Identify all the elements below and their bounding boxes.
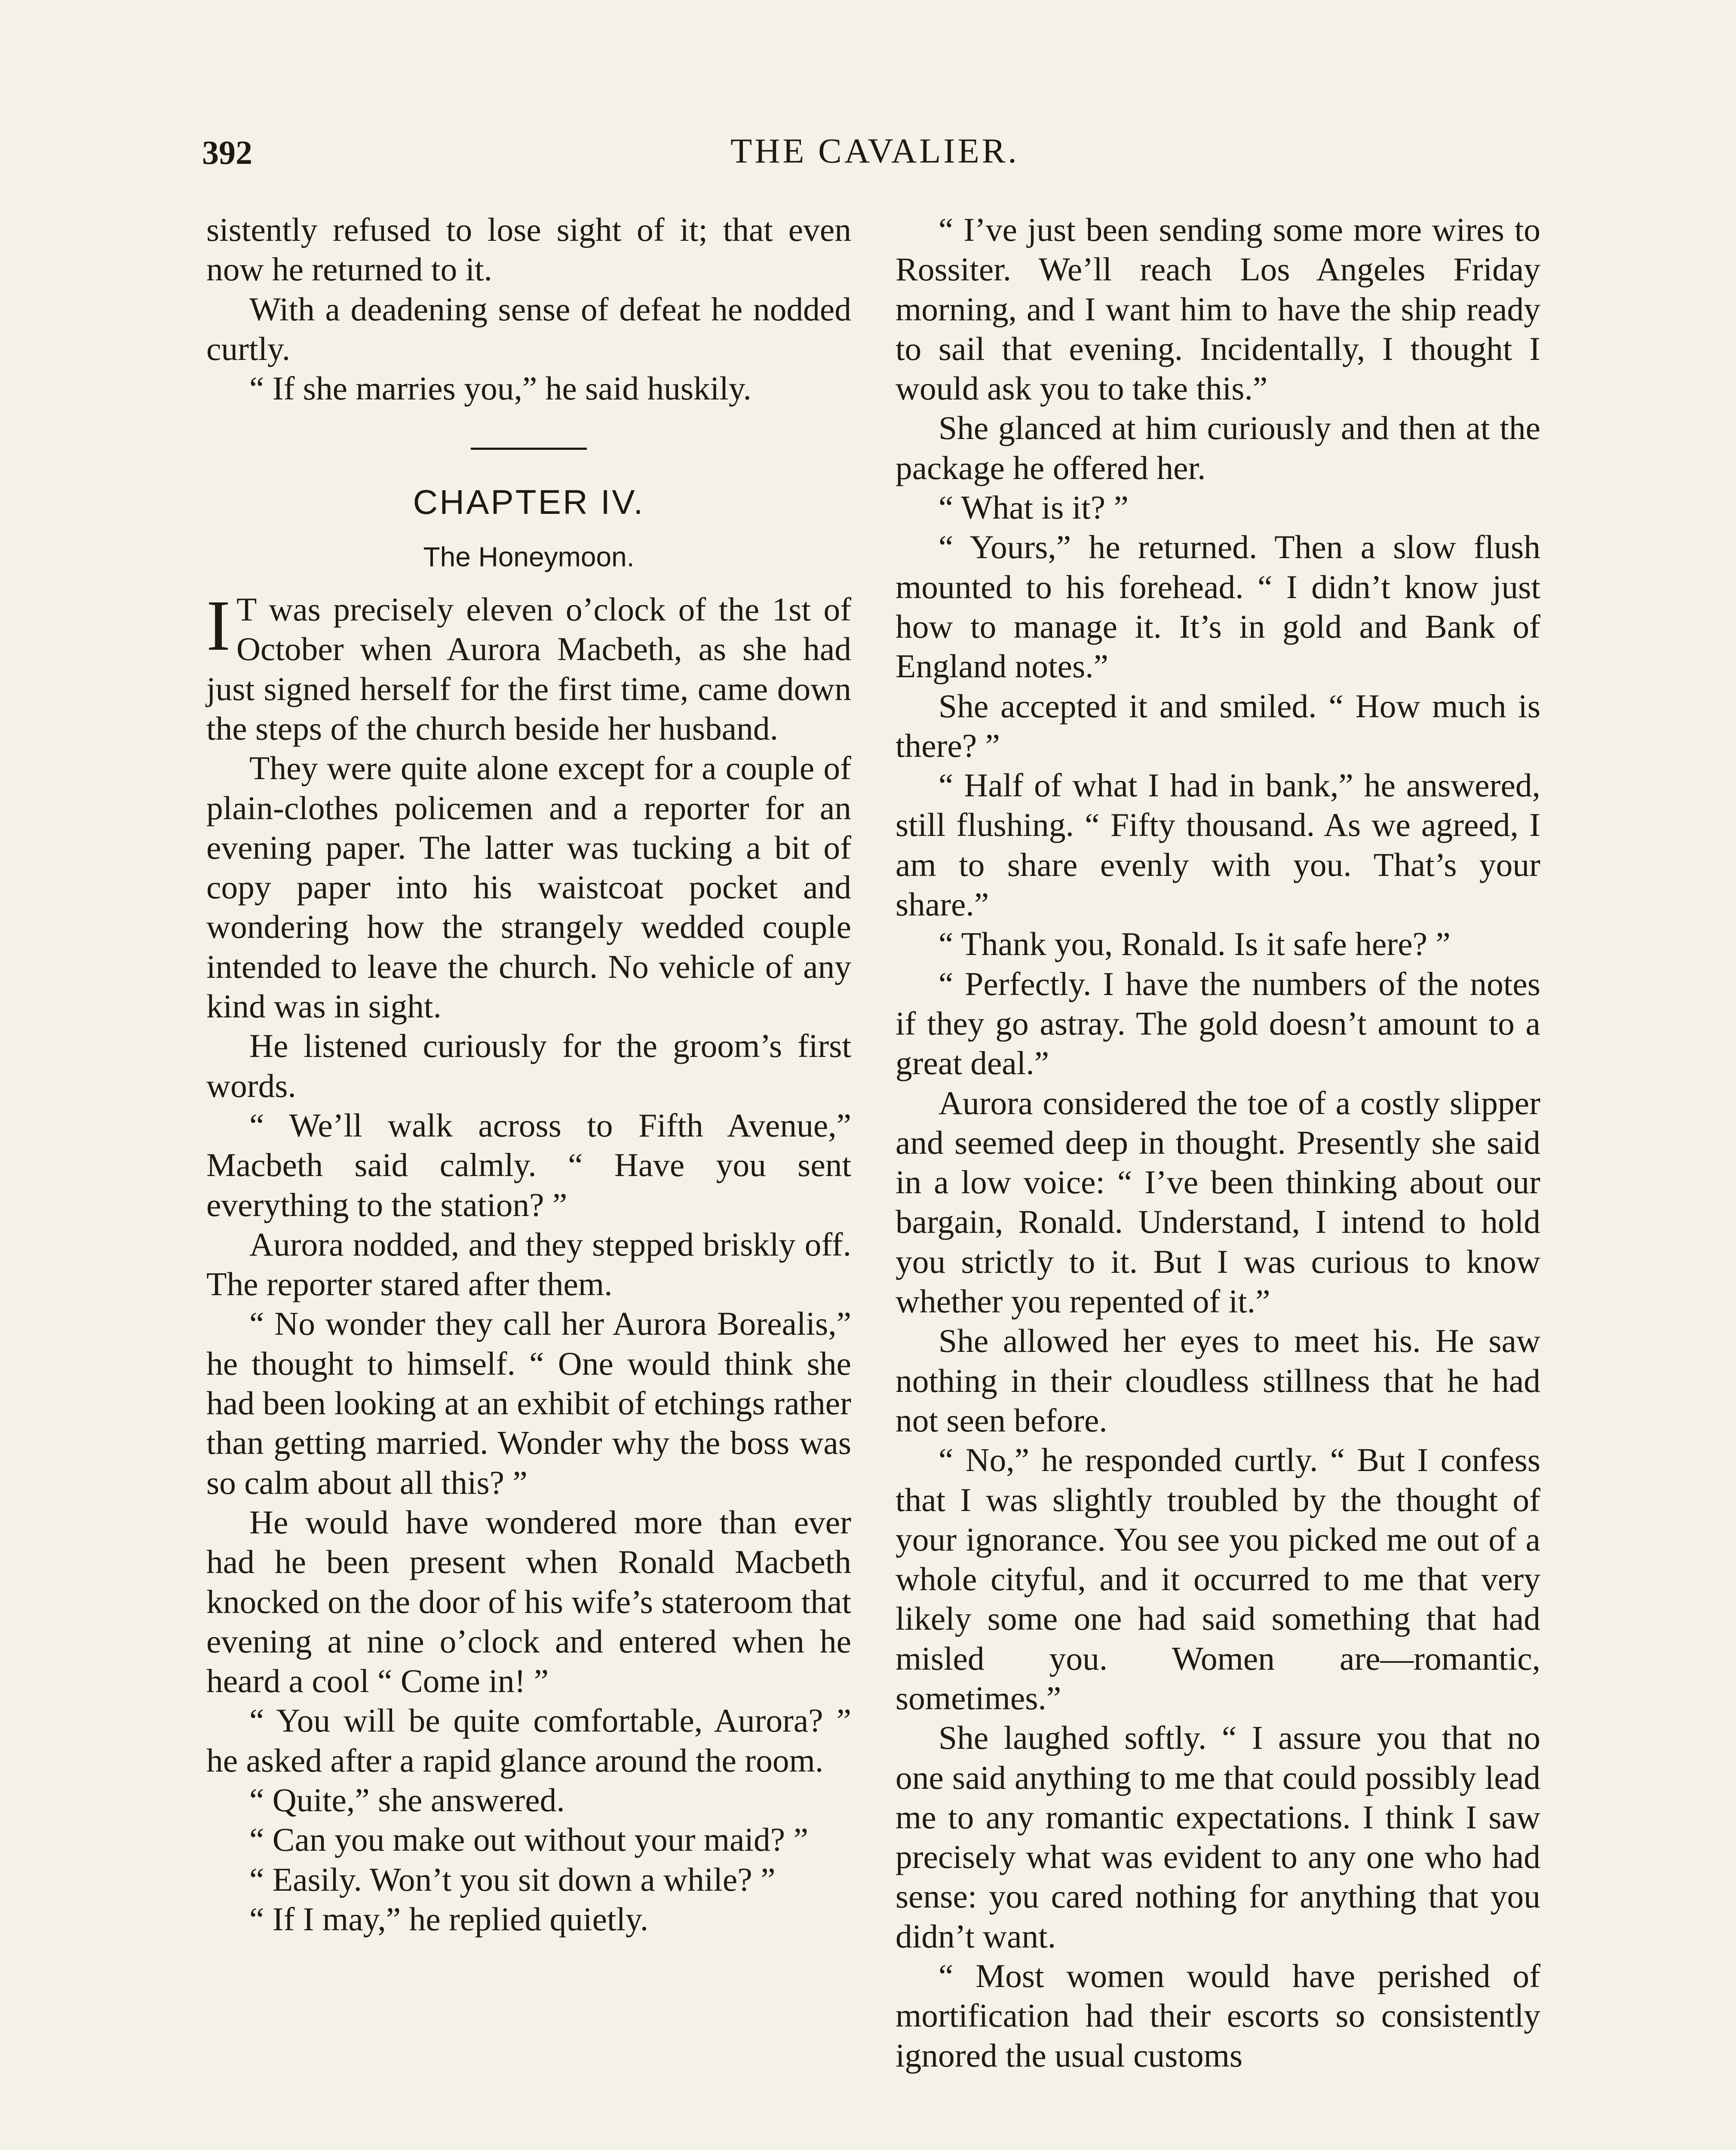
right-column: [896, 210, 1540, 2075]
paragraph: She glanced at him curiously and then at the package he offered her.: [896, 409, 1540, 486]
paragraph: She allowed her eyes to meet his. He saw nothing in their cloudless stillness that he had not seen before.: [896, 1322, 1540, 1439]
paragraph: She laughed softly. “ I assure you that no one said anything to me that could possibly lead me to any romantic expectations. I think I saw precisely what was evident to any one who had sense: you cared nothing for anything that you didn’t want.: [896, 1719, 1540, 1955]
paragraph: “ If she marries you,” he said huskily.: [249, 370, 751, 407]
paragraph: “ No wonder they call her Aurora Borealis,” he thought to himself. “ One would think she had been looking at an exhibit of etchings rather than getting married. Wonder why the boss was so calm about all this? ”: [206, 1305, 851, 1501]
page-header: [202, 125, 1548, 181]
page-number: 392: [202, 134, 252, 171]
paragraph: “ We’ll walk across to Fifth Avenue,” Macbeth said calmly. “ Have you sent everything to the station? ”: [206, 1106, 851, 1223]
paragraph: “ Easily. Won’t you sit down a while? ”: [249, 1861, 776, 1898]
paragraph: “ Half of what I had in bank,” he answered, still flushing. “ Fifty thousand. As we agreed, I am to share evenly with you. That’s your share.”: [896, 767, 1540, 923]
first-paragraph: [206, 586, 851, 748]
chapter-title: CHAPTER IV.: [413, 483, 645, 522]
paragraph: He would have wondered more than ever had he been present when Ronald Macbeth knocked on the door of his wife’s stateroom that evening at nine o’clock and entered when he heard a cool “ Come in! ”: [206, 1503, 851, 1700]
paragraph: Aurora considered the toe of a costly slipper and seemed deep in thought. Presently she said in a low voice: “ I’ve been thinking about our bargain, Ronald. Understand, I intend to hold you strictly to it. But I was curious to know whether you repented of it.”: [896, 1084, 1540, 1320]
paragraph: “ You will be quite comfortable, Aurora? ” he asked after a rapid glance around the room.: [206, 1702, 851, 1779]
paragraph: They were quite alone except for a couple of plain-clothes policemen and a reporter for an evening paper. The latter was tucking a bit of copy paper into his waistcoat pocket and wondering how the strangely wedded couple intended to leave the church. No vehicle of any kind was in sight.: [206, 749, 851, 1025]
chapter-subtitle: The Honeymoon.: [423, 541, 635, 572]
paragraph: “ Thank you, Ronald. Is it safe here? ”: [939, 925, 1451, 963]
section-divider: [471, 448, 587, 450]
paragraph: “ Most women would have perished of mortification had their escorts so consistently ignored the usual customs: [896, 1957, 1540, 2074]
paragraph: sistently refused to lose sight of it; that even now he returned to it.: [206, 211, 851, 288]
paragraph: “ I’ve just been sending some more wires to Rossiter. We’ll reach Los Angeles Friday morning, and I want him to have the ship ready to sail that evening. Incidentally, I thought I would ask you to take this.”: [896, 211, 1540, 407]
first-paragraph-text: T was precisely eleven o’clock of the 1st of October when Aurora Macbeth, as she had just signed herself for the first time, came down the steps of the church beside her husband.: [206, 591, 851, 747]
paragraph: “ What is it? ”: [939, 489, 1129, 526]
paragraph: He listened curiously for the groom’s first words.: [206, 1027, 851, 1104]
left-column: [206, 210, 851, 1939]
paragraph: “ Yours,” he returned. Then a slow flush mounted to his forehead. “ I didn’t know just how to manage it. It’s in gold and Bank of England notes.”: [896, 528, 1540, 685]
paragraph: “ Quite,” she answered.: [249, 1781, 565, 1818]
paragraph: She accepted it and smiled. “ How much is there? ”: [896, 687, 1540, 764]
paragraph: “ No,” he responded curtly. “ But I confess that I was slightly troubled by the thought of your ignorance. You see you picked me out of a whole cityful, and it occurred to me that very likely some one had said something that had misled you. Women are—romantic, sometimes.”: [896, 1441, 1540, 1717]
paragraph: “ Perfectly. I have the numbers of the notes if they go astray. The gold doesn’t amount to a great deal.”: [896, 965, 1540, 1082]
drop-cap: I: [206, 586, 230, 666]
running-head: THE CAVALIER.: [730, 131, 1019, 170]
paragraph: “ Can you make out without your maid? ”: [249, 1821, 808, 1858]
paragraph: Aurora nodded, and they stepped briskly off. The reporter stared after them.: [206, 1226, 851, 1303]
paragraph: With a deadening sense of defeat he nodded curtly.: [206, 290, 851, 367]
paragraph: “ If I may,” he replied quietly.: [249, 1900, 649, 1938]
